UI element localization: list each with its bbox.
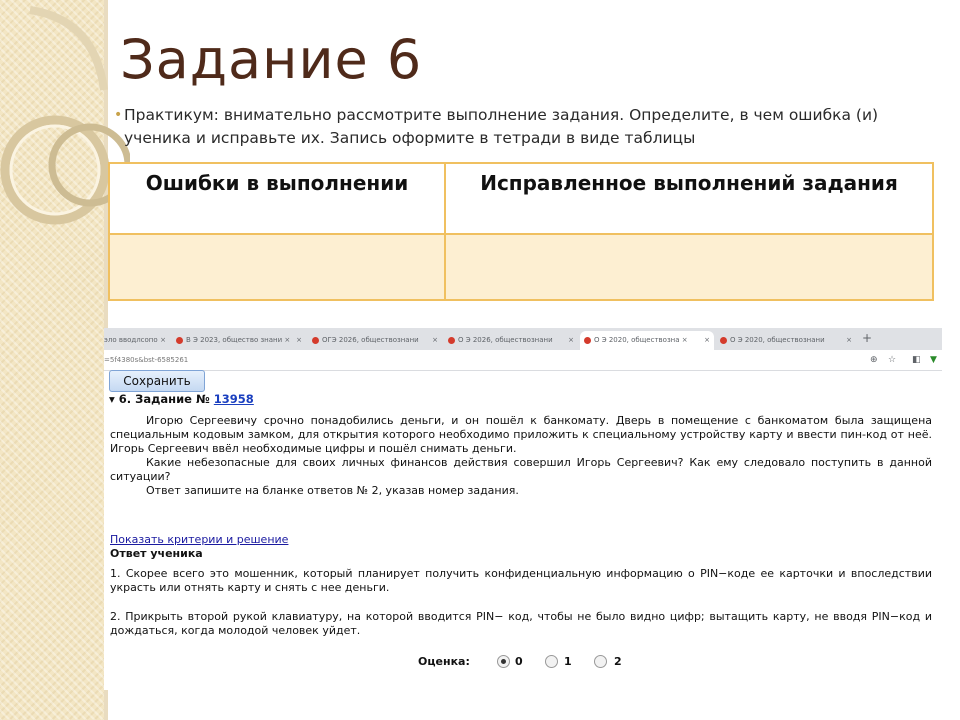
browser-tab[interactable]: О Э 2026, обществознани × [444,331,578,350]
tab-bar [104,328,942,350]
browser-tab[interactable]: ОГЭ 2026, обществознани × [308,331,442,350]
instruction-bullet [114,104,924,150]
save-button[interactable]: Сохранить [109,370,205,392]
close-icon[interactable]: × [846,336,852,344]
site-favicon-icon [720,337,727,344]
table-cell [109,234,445,300]
grade-radio-1[interactable] [545,655,558,668]
task-paragraph: Какие небезопасные для своих личных финансов действия совершил Игорь Сергеевич? Как ему следовало поступить в данной ситуации? [110,456,932,483]
browser-tab[interactable]: эло вводлсопо × [104,331,170,350]
close-icon[interactable]: × [160,336,166,344]
close-icon[interactable]: × [704,336,710,344]
new-tab-icon[interactable]: + [862,331,873,345]
site-favicon-icon [312,337,319,344]
grade-label: Оценка: [418,655,470,668]
slide-title: Задание 6 [120,28,423,91]
grade-radio-2[interactable] [594,655,607,668]
task-prefix: 6. Задание № [118,392,210,406]
table-header-corrected: Исправленное выполнений задания [445,163,933,234]
close-icon[interactable]: × [568,336,574,344]
browser-tab[interactable]: О Э 2020, обществознани × [716,331,856,350]
grade-option-label: 2 [614,655,622,668]
url-text: =5f4380s&bst-6585261 [104,356,189,364]
table-header-errors: Ошибки в выполнении [109,163,445,234]
task-paragraph: Ответ запишите на бланке ответов № 2, указав номер задания. [146,484,519,497]
zoom-icon[interactable]: ⊕ [870,355,878,365]
site-favicon-icon [448,337,455,344]
extension-icon[interactable]: ◧ [912,355,921,365]
student-answer: 2. Прикрыть второй рукой клавиатуру, на которой вводится PIN− код, чтобы не было видно цифр; вытащить карту, не вводя PIN−код и дождаться, когда молодой человек уйдет. [110,610,932,637]
close-icon[interactable]: × [432,336,438,344]
task-heading [109,392,254,406]
grade-option-label: 0 [515,655,523,668]
student-answer: 1. Скорее всего это мошенник, который планирует получить конфиденциальную информацию о PIN−коде ее карточки и впоследствии украсть или отнять карту и снять с нее деньги. [110,567,932,594]
browser-tab[interactable]: В Э 2023, общество знани × × [172,331,306,350]
shield-icon[interactable]: ▼ [930,355,937,365]
expand-icon[interactable]: ▾ [109,392,119,406]
embedded-browser-screenshot [104,328,942,690]
site-favicon-icon [176,337,183,344]
task-paragraph: Игорю Сергеевичу срочно понадобились деньги, и он пошёл к банкомату. Дверь в помещение с банкоматом была защищена специальным кодовым замком, для открытия которого необходимо приложить к специальному устройству карту и ввести пин-код от неё. Игорь Сергеевич ввёл необходимые цифры и пошёл снимать деньги. [110,414,932,455]
star-icon[interactable]: ☆ [888,355,897,365]
instruction-text: Практикум: внимательно рассмотрите выполнение задания. Определите, в чем ошибка (и) ученика и исправьте их. Запись оформите в тетради в виде таблицы [124,106,879,147]
site-favicon-icon [584,337,591,344]
task-number-link[interactable]: 13958 [213,392,254,406]
address-bar[interactable] [104,350,942,371]
grade-option-label: 1 [564,655,572,668]
close-icon[interactable]: × [296,336,302,344]
table-cell [445,234,933,300]
show-criteria-link[interactable]: Показать критерии и решение [110,533,289,546]
answer-table [108,162,934,301]
bullet-icon: • [114,107,123,123]
student-answer-heading: Ответ ученика [110,547,203,560]
browser-tab-active[interactable]: О Э 2020, обществозна × × [580,331,714,350]
grade-radio-0[interactable] [497,655,510,668]
